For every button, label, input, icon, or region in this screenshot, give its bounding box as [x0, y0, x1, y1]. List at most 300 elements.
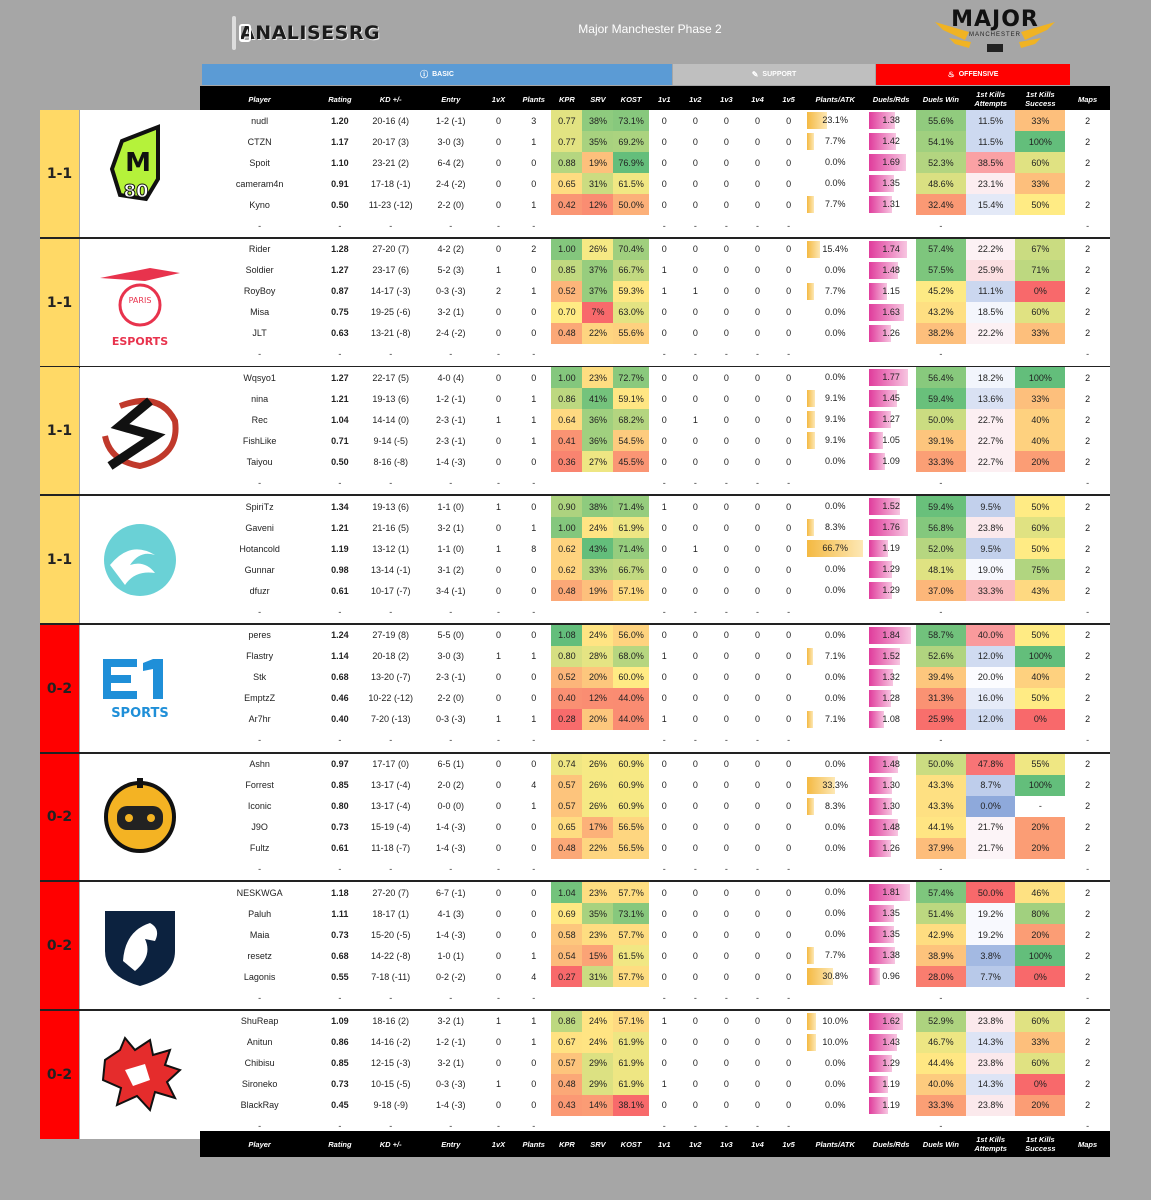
cell-11: 0	[723, 780, 729, 790]
cell-duels-rds	[866, 688, 916, 709]
team-record	[40, 496, 79, 624]
duels-rds-value: 1.63	[882, 306, 900, 317]
dash-cell: -	[724, 477, 728, 488]
cell-11: 0	[723, 522, 729, 533]
cell-11: 0	[723, 543, 729, 554]
category-basic	[202, 64, 672, 85]
cell-12: 0	[754, 1058, 760, 1069]
team-record-text: 0-2	[46, 938, 73, 955]
cell-5: 0	[531, 372, 537, 383]
liquid-logo	[80, 882, 200, 1010]
cell-6: 0.54	[551, 945, 582, 966]
cell-12: 0	[754, 1100, 760, 1111]
cell-0: Fultz	[249, 843, 270, 853]
table-row-spacer	[200, 859, 1110, 880]
cell-12: 0	[754, 265, 760, 276]
cell-3: 3-1 (2)	[437, 564, 465, 575]
empty-cell	[582, 859, 613, 880]
col-header-16: Duels Win	[922, 94, 959, 104]
dragon-logo	[80, 1011, 200, 1139]
cell-9: 0	[661, 672, 667, 683]
cell-11: 0	[723, 372, 729, 383]
cell-12: 0	[754, 115, 760, 126]
dash-cell: -	[1086, 220, 1090, 231]
dash-cell: -	[496, 992, 500, 1003]
col-header-4: 1vX	[491, 94, 506, 104]
cell-6: 0.48	[551, 323, 582, 344]
cell-19: 2	[1085, 801, 1091, 811]
cell-18: 33%	[1015, 1032, 1065, 1053]
cell-10: 0	[692, 1016, 698, 1027]
cell-7: 24%	[582, 1032, 613, 1053]
cell-4: 0	[495, 435, 501, 446]
duels-rds-value: 1.84	[882, 629, 900, 640]
cell-1: 1.17	[331, 136, 349, 147]
cell-11: 0	[723, 630, 729, 641]
cell-19: 2	[1085, 1079, 1091, 1090]
cell-19: 2	[1085, 1037, 1091, 1048]
cell-17: 15.4%	[966, 194, 1016, 215]
dash-cell: -	[258, 220, 262, 231]
cell-11: 0	[723, 1037, 729, 1048]
cell-duels-rds	[866, 409, 916, 430]
plants-atk-value: 0.0%	[824, 327, 846, 338]
cell-4: 2	[495, 286, 501, 297]
duels-rds-value: 1.32	[882, 671, 900, 682]
duels-rds-value: 1.29	[882, 1057, 900, 1068]
cell-11: 0	[723, 435, 729, 446]
cell-3: 2-3 (-1)	[436, 414, 466, 425]
cell-11: 0	[723, 672, 729, 683]
cell-plants-atk	[804, 754, 866, 775]
cell-10: 0	[692, 780, 698, 790]
cell-7: 36%	[582, 430, 613, 451]
category-support-label: SUPPORT	[762, 71, 797, 78]
cell-0: Misa	[250, 307, 270, 318]
cell-4: 0	[495, 564, 501, 575]
dash-cell: -	[939, 477, 943, 488]
plants-atk-value: 7.7%	[824, 285, 846, 296]
cell-12: 0	[754, 1016, 760, 1027]
cell-plants-atk	[804, 131, 866, 152]
col-header-9: 1v1	[658, 1139, 671, 1149]
dash-cell: -	[496, 864, 500, 874]
dash-cell: -	[496, 735, 500, 746]
cell-5: 0	[531, 178, 537, 189]
cell-9: 0	[661, 372, 667, 383]
cell-19: 2	[1085, 1100, 1091, 1111]
cell-8: 38.1%	[613, 1095, 648, 1116]
cell-18: 50%	[1015, 538, 1065, 559]
cell-19: 2	[1085, 585, 1091, 596]
cell-19: 2	[1085, 178, 1091, 189]
col-header-19: Maps	[1078, 1139, 1098, 1149]
cell-19: 2	[1085, 414, 1091, 425]
dash-cell: -	[755, 735, 759, 746]
team-record	[40, 367, 79, 495]
plants-atk-value: 8.3%	[824, 522, 846, 533]
dash-cell: -	[258, 1121, 262, 1132]
table-row	[200, 580, 1110, 601]
cell-9: 0	[661, 136, 667, 147]
cell-4: 0	[495, 822, 501, 832]
cell-2: 20-18 (2)	[372, 651, 409, 662]
cell-1: 0.73	[331, 822, 349, 832]
cell-11: 0	[723, 651, 729, 662]
cell-11: 0	[723, 178, 729, 189]
dash-cell: -	[662, 349, 666, 360]
cell-19: 2	[1085, 136, 1091, 147]
cell-11: 0	[723, 887, 729, 898]
cell-17: 19.0%	[966, 559, 1016, 580]
cell-12: 0	[754, 801, 760, 811]
s-icon	[90, 381, 190, 481]
cell-18: 33%	[1015, 388, 1065, 409]
cell-duels-rds	[866, 260, 916, 281]
cell-8: 60.9%	[613, 754, 648, 775]
cell-2: 14-14 (0)	[372, 414, 409, 425]
dash-cell: -	[1086, 606, 1090, 617]
cell-18: 60%	[1015, 152, 1065, 173]
cell-19: 2	[1085, 115, 1091, 126]
cell-17: 14.3%	[966, 1032, 1016, 1053]
cell-7: 14%	[582, 1095, 613, 1116]
cell-10: 0	[692, 714, 698, 725]
cell-11: 0	[723, 136, 729, 147]
empty-cell	[613, 472, 648, 493]
cell-6: 0.62	[551, 538, 582, 559]
dash-cell: -	[258, 477, 262, 488]
cell-17: 3.8%	[966, 945, 1016, 966]
cell-3: 2-4 (-2)	[436, 178, 466, 189]
cell-2: 9-18 (-9)	[373, 1100, 408, 1111]
cell-6: 1.00	[551, 367, 582, 388]
plants-atk-value: 0.0%	[824, 1078, 846, 1089]
cell-13: 0	[786, 136, 792, 147]
cell-13: 0	[786, 780, 792, 790]
empty-cell	[582, 730, 613, 751]
team-record-text: 1-1	[46, 423, 73, 440]
cell-8: 71.4%	[613, 538, 648, 559]
cell-5: 1	[531, 393, 537, 404]
cell-3: 6-5 (1)	[437, 759, 465, 769]
cell-3: 0-3 (-3)	[436, 714, 466, 725]
cell-6: 0.80	[551, 646, 582, 667]
empty-cell	[582, 344, 613, 365]
cell-19: 2	[1085, 543, 1091, 554]
cell-8: 59.3%	[613, 281, 648, 302]
cell-7: 15%	[582, 945, 613, 966]
cell-12: 0	[754, 887, 760, 898]
cell-9: 0	[661, 801, 667, 811]
cell-16: 32.4%	[916, 194, 966, 215]
cell-duels-rds	[866, 1053, 916, 1074]
cell-12: 0	[754, 393, 760, 404]
plants-atk-value: 7.1%	[824, 713, 846, 724]
empty-cell	[866, 215, 916, 236]
dash-cell: -	[449, 1121, 453, 1132]
cell-3: 4-0 (4)	[437, 372, 465, 383]
cell-18: 0%	[1015, 966, 1065, 987]
cell-10: 0	[692, 822, 698, 832]
cell-11: 0	[723, 714, 729, 725]
cell-duels-rds	[866, 517, 916, 538]
cell-13: 0	[786, 887, 792, 898]
cell-19: 2	[1085, 307, 1091, 318]
cell-0: peres	[248, 630, 271, 641]
cell-18: -	[1015, 796, 1065, 817]
cell-13: 0	[786, 564, 792, 575]
cell-6: 0.77	[551, 131, 582, 152]
cell-duels-rds	[866, 152, 916, 173]
cell-10: 0	[692, 1100, 698, 1111]
cell-13: 0	[786, 971, 792, 982]
cell-0: Hotancold	[239, 543, 280, 554]
dash-cell: -	[258, 992, 262, 1003]
cell-duels-rds	[866, 302, 916, 323]
cell-4: 0	[495, 1100, 501, 1111]
cell-19: 2	[1085, 780, 1091, 790]
cell-5: 0	[531, 1079, 537, 1090]
duels-rds-value: 1.28	[882, 692, 900, 703]
duels-rds-value: 1.19	[882, 1099, 900, 1110]
cell-3: 3-2 (1)	[437, 522, 465, 533]
cell-4: 1	[495, 1079, 501, 1090]
table-row-spacer	[200, 472, 1110, 493]
cell-10: 0	[692, 908, 698, 919]
cell-2: 18-16 (2)	[372, 1016, 409, 1027]
cell-19: 2	[1085, 759, 1091, 769]
plants-atk-value: 0.0%	[824, 629, 846, 640]
plants-atk-value: 0.0%	[824, 842, 846, 853]
cell-plants-atk	[804, 173, 866, 194]
cell-17: 7.7%	[966, 966, 1016, 987]
dash-cell: -	[258, 349, 262, 360]
cell-6: 1.00	[551, 517, 582, 538]
cell-plants-atk	[804, 1011, 866, 1032]
cell-17: 40.0%	[966, 625, 1016, 646]
cell-7: 23%	[582, 924, 613, 945]
cell-6: 0.52	[551, 281, 582, 302]
team-table	[200, 1011, 1110, 1139]
cell-18: 60%	[1015, 517, 1065, 538]
table-row	[200, 239, 1110, 260]
table-row	[200, 903, 1110, 924]
dash-cell: -	[1086, 864, 1090, 874]
duels-rds-value: 1.77	[882, 372, 900, 383]
cell-3: 3-4 (-1)	[436, 585, 466, 596]
duels-rds-value: 1.35	[882, 929, 900, 940]
cell-plants-atk	[804, 302, 866, 323]
cell-duels-rds	[866, 1011, 916, 1032]
cell-2: 15-20 (-5)	[370, 929, 411, 940]
brand-logo	[232, 14, 381, 52]
cell-8: 66.7%	[613, 559, 648, 580]
cell-2: 13-20 (-7)	[370, 672, 411, 683]
cell-4: 0	[495, 244, 501, 255]
dash-cell: -	[338, 992, 342, 1003]
cell-16: 57.4%	[916, 882, 966, 903]
cell-4: 0	[495, 522, 501, 533]
dash-cell: -	[449, 992, 453, 1003]
empty-cell	[966, 859, 1016, 880]
duels-rds-value: 1.69	[882, 157, 900, 167]
plants-atk-value: 33.3%	[822, 779, 848, 790]
dash-cell: -	[755, 220, 759, 231]
cell-10: 0	[692, 801, 698, 811]
cell-18: 46%	[1015, 882, 1065, 903]
plants-atk-value: 30.8%	[822, 971, 848, 982]
table-row-spacer	[200, 730, 1110, 751]
cell-3: 4-1 (3)	[437, 908, 465, 919]
cell-11: 0	[723, 801, 729, 811]
dash-cell: -	[662, 864, 666, 874]
cell-17: 23.8%	[966, 1011, 1016, 1032]
cell-7: 20%	[582, 709, 613, 730]
duels-rds-value: 1.30	[882, 800, 900, 811]
cell-19: 2	[1085, 1058, 1091, 1069]
cell-7: 35%	[582, 131, 613, 152]
cell-12: 0	[754, 843, 760, 853]
table-row	[200, 667, 1110, 688]
empty-cell	[613, 215, 648, 236]
cell-16: 58.7%	[916, 625, 966, 646]
cell-19: 2	[1085, 199, 1091, 210]
cell-12: 0	[754, 456, 760, 467]
cell-duels-rds	[866, 796, 916, 817]
cell-17: 22.7%	[966, 451, 1016, 472]
cell-16: 40.0%	[916, 1074, 966, 1095]
empty-cell	[866, 987, 916, 1008]
cell-9: 0	[661, 693, 667, 704]
cell-9: 0	[661, 564, 667, 575]
dash-cell: -	[693, 1121, 697, 1132]
cell-18: 33%	[1015, 323, 1065, 344]
cell-duels-rds	[866, 451, 916, 472]
plants-atk-value: 9.1%	[824, 414, 846, 425]
cell-17: 25.9%	[966, 260, 1016, 281]
cell-plants-atk	[804, 260, 866, 281]
cell-duels-rds	[866, 1074, 916, 1095]
plants-atk-value: 10.0%	[822, 1015, 848, 1026]
cell-5: 0	[531, 157, 537, 168]
empty-cell	[966, 730, 1016, 751]
cell-10: 0	[692, 1058, 698, 1069]
cell-6: 0.77	[551, 110, 582, 131]
col-header-10: 1v2	[689, 94, 702, 104]
duels-rds-value: 1.52	[882, 501, 900, 512]
cell-2: 13-12 (1)	[372, 543, 409, 554]
team-record	[40, 1011, 79, 1139]
cell-3: 2-4 (-2)	[436, 328, 466, 339]
cell-5: 1	[531, 414, 537, 425]
col-header-14: Plants/ATK	[815, 94, 855, 104]
cell-16: 43.2%	[916, 302, 966, 323]
cell-8: 61.9%	[613, 517, 648, 538]
cell-5: 8	[531, 543, 537, 554]
col-header-2: KD +/-	[379, 94, 402, 104]
cell-11: 0	[723, 501, 729, 512]
cell-8: 68.2%	[613, 409, 648, 430]
dash-cell: -	[787, 1121, 791, 1132]
cell-16: 52.3%	[916, 152, 966, 173]
table-row	[200, 966, 1110, 987]
cell-18: 50%	[1015, 194, 1065, 215]
table-row-spacer	[200, 987, 1110, 1008]
cell-13: 0	[786, 651, 792, 662]
attack-icon: ♨	[947, 70, 955, 79]
dash-cell: -	[532, 349, 536, 360]
dash-cell: -	[449, 349, 453, 360]
dash-cell: -	[338, 477, 342, 488]
cell-plants-atk	[804, 430, 866, 451]
cell-9: 0	[661, 630, 667, 641]
cell-16: 56.4%	[916, 367, 966, 388]
cell-16: 57.4%	[916, 239, 966, 260]
col-header-6: KPR	[558, 94, 575, 104]
cell-plants-atk	[804, 667, 866, 688]
cell-1: 1.27	[331, 265, 349, 276]
col-header-14: Plants/ATK	[815, 1139, 855, 1149]
cell-5: 1	[531, 136, 537, 147]
cell-19: 2	[1085, 435, 1091, 446]
cell-plants-atk	[804, 367, 866, 388]
dash-cell: -	[338, 606, 342, 617]
cell-11: 0	[723, 693, 729, 704]
table-row	[200, 430, 1110, 451]
table-row	[200, 131, 1110, 152]
cell-duels-rds	[866, 646, 916, 667]
cell-7: 31%	[582, 966, 613, 987]
cell-3: 1-0 (1)	[437, 950, 465, 961]
duels-rds-value: 1.38	[882, 115, 900, 125]
cell-3: 1-2 (-1)	[436, 115, 466, 126]
cell-8: 61.5%	[613, 173, 648, 194]
cell-3: 2-2 (0)	[437, 199, 465, 210]
table-row	[200, 796, 1110, 817]
cell-3: 3-2 (1)	[437, 1016, 465, 1027]
utility-icon: ✎	[751, 70, 759, 79]
cell-3: 3-2 (1)	[437, 307, 465, 318]
cell-plants-atk	[804, 451, 866, 472]
cell-3: 6-4 (2)	[437, 157, 465, 168]
cell-8: 55.6%	[613, 323, 648, 344]
table-row	[200, 409, 1110, 430]
cell-3: 2-2 (0)	[437, 693, 465, 704]
cell-7: 23%	[582, 367, 613, 388]
cell-10: 0	[692, 456, 698, 467]
cell-0: Iconic	[247, 801, 272, 811]
cell-duels-rds	[866, 430, 916, 451]
cell-duels-rds	[866, 775, 916, 796]
empty-cell	[551, 859, 582, 880]
cell-7: 23%	[582, 882, 613, 903]
cell-5: 0	[531, 693, 537, 704]
cell-9: 0	[661, 199, 667, 210]
cell-4: 0	[495, 950, 501, 961]
cell-3: 0-0 (0)	[437, 801, 465, 811]
cell-8: 61.9%	[613, 1053, 648, 1074]
cell-11: 0	[723, 1058, 729, 1069]
cell-9: 0	[661, 1100, 667, 1111]
cell-11: 0	[723, 199, 729, 210]
dash-cell: -	[693, 735, 697, 746]
cell-12: 0	[754, 372, 760, 383]
cell-8: 57.1%	[613, 1011, 648, 1032]
cell-4: 1	[495, 651, 501, 662]
cell-5: 0	[531, 1058, 537, 1069]
cell-1: 0.46	[331, 693, 349, 704]
